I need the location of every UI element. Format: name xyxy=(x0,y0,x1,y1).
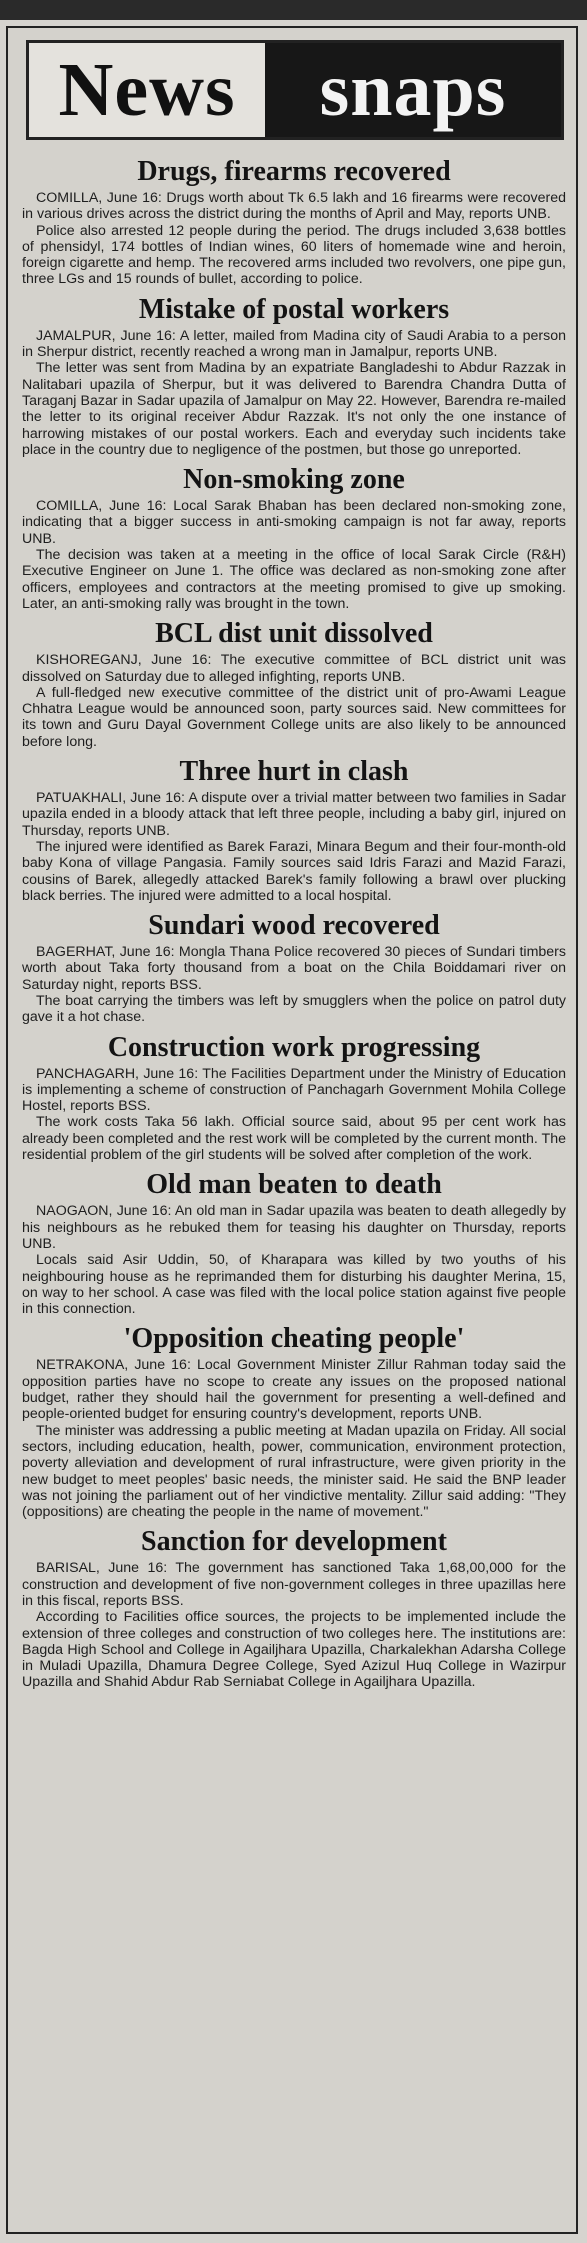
stories-list xyxy=(22,156,566,1697)
story-paragraph: BARISAL, June 16: The government has sanctioned Taka 1,68,00,000 for the construction and development of five non-government colleges in three upazillas here in this fiscal, reports BSS. xyxy=(22,1560,566,1609)
story-headline: Mistake of postal workers xyxy=(138,293,450,325)
story-paragraph: The injured were identified as Barek Farazi, Minara Begum and their four-month-old baby Kona of village Pangasia. Family sources said Idris Farazi and Mazid Farazi, cousins of Barek, allegedly attacked Barek's family following a brawl over plucking black berries. The injured were admitted to a local hospital. xyxy=(22,838,566,904)
top-rule xyxy=(0,0,587,20)
story-drugs-firearms xyxy=(22,156,566,288)
story-paragraph: NETRAKONA, June 16: Local Government Minister Zillur Rahman today said the opposition parties have no scope to create any issues on the proposed national budget, rather they should hail the government for presenting a well-defined and people-oriented budget for ensuring country's development, reports UNB. xyxy=(22,1357,566,1423)
story-postal-workers xyxy=(22,294,566,458)
story-paragraph: PATUAKHALI, June 16: A dispute over a trivial matter between two families in Sadar upazila ended in a bloody attack that left three people, including a baby girl, injured on Thursday, reports UNB. xyxy=(22,790,566,839)
story-headline: Drugs, firearms recovered xyxy=(137,156,451,187)
story-headline: Construction work progressing xyxy=(107,1031,481,1063)
story-paragraph: The boat carrying the timbers was left by smugglers when the police on patrol duty gave it a hot chase. xyxy=(22,992,566,1026)
masthead-word-news: News xyxy=(58,48,236,132)
story-paragraph: KISHOREGANJ, June 16: The executive committee of BCL district unit was dissolved on Saturday due to alleged infighting, reports UNB. xyxy=(22,652,566,685)
story-headline: Sanction for development xyxy=(141,1526,447,1558)
story-non-smoking xyxy=(22,464,566,612)
story-headline: BCL dist unit dissolved xyxy=(155,618,433,650)
masthead xyxy=(26,40,564,140)
story-paragraph: The letter was sent from Madina by an expatriate Bangladeshi to Abdur Razzak in Nalitabari upazila of Sherpur, but it was delivered to Barendra Chandra Dutta of Taraganj Bazar in Sadar upazila of Jamalpur on May 22. However, Barendra re-mailed the letter to its original receiver Abdur Razzak. It's not only the one instance of harrowing mistakes of our postal workers. Each and everyday such incidents take place in the country due to negligence of the postmen, but those go unreported. xyxy=(22,360,566,458)
story-sanction-development xyxy=(22,1526,566,1690)
story-headline: Three hurt in clash xyxy=(179,756,409,788)
story-paragraph: Locals said Asir Uddin, 50, of Kharapara was killed by two youths of his neighbouring house as he reprimanded them for disturbing his daughter Merina, 15, on way to her school. A case was filed with the local police station against five people in this connection. xyxy=(22,1252,566,1318)
story-sundari-wood xyxy=(22,910,566,1025)
story-paragraph: Police also arrested 12 people during the period. The drugs included 3,638 bottles of phensidyl, 174 bottles of Indian wines, 60 liters of homemade wine and heroin, foreign cigarette and hemp. The recovered arms included two revolvers, one pipe gun, three LGs and 15 rounds of bullet, according to police. xyxy=(22,222,566,288)
story-paragraph: COMILLA, June 16: Local Sarak Bhaban has been declared non-smoking zone, indicating that a bigger success in anti-smoking campaign is not far away, reports UNB. xyxy=(22,498,566,547)
story-paragraph: The work costs Taka 56 lakh. Official source said, about 95 per cent work has already been completed and the rest work will be completed by the current month. The residential problem of the girl students will be solved after completion of the work. xyxy=(22,1114,566,1164)
story-three-hurt xyxy=(22,756,566,904)
news-snaps-column xyxy=(6,26,578,2234)
story-paragraph: JAMALPUR, June 16: A letter, mailed from Madina city of Saudi Arabia to a person in Sherpur district, recently reached a wrong man in Jamalpur, reports UNB. xyxy=(22,327,566,361)
story-paragraph: A full-fledged new executive committee of the district unit of pro-Awami League Chhatra League would be announced soon, party sources said. New committees for its town and Guru Dayal Government College units are also likely to be announced before long. xyxy=(22,684,566,750)
story-headline: Old man beaten to death xyxy=(146,1169,442,1201)
story-paragraph: BAGERHAT, June 16: Mongla Thana Police recovered 30 pieces of Sundari timbers worth about Taka forty thousand from a boat on the Chila Boiddamari river on Saturday night, reports BSS. xyxy=(22,944,566,993)
story-paragraph: PANCHAGARH, June 16: The Facilities Department under the Ministry of Education is implementing a scheme of construction of Panchagarh Government Mohila College Hostel, reports BSS. xyxy=(22,1065,566,1115)
story-paragraph: NAOGAON, June 16: An old man in Sadar upazila was beaten to death allegedly by his neighbours as he rebuked them for teasing his daughter on Thursday, reports UNB. xyxy=(22,1203,566,1252)
story-headline: 'Opposition cheating people' xyxy=(123,1323,465,1355)
masthead-right xyxy=(265,43,561,137)
story-bcl-dissolved xyxy=(22,618,566,750)
story-paragraph: The decision was taken at a meeting in the office of local Sarak Circle (R&H) Executive Engineer on June 1. The office was declared as non-smoking zone after officers, employees and contractors at the meeting promised to give up smoking. Later, an anti-smoking rally was brought in the town. xyxy=(22,547,566,612)
story-opposition-cheating xyxy=(22,1323,566,1520)
story-paragraph: According to Facilities office sources, the projects to be implemented include the extension of three colleges and construction of two colleges here. The institutions are: Bagda High School and College in Agailjhara Upazilla, Charkalekhan Adarsha College in Muladi Upazilla, Dhamura Degree College, Syed Azizul Huq College in Wazirpur Upazilla and Shahid Abdur Rab Serniabat College in Agailjhara Upazilla. xyxy=(22,1609,566,1691)
masthead-left xyxy=(29,43,265,137)
story-old-man xyxy=(22,1169,566,1317)
story-headline: Non-smoking zone xyxy=(183,464,405,496)
story-paragraph: The minister was addressing a public meeting at Madan upazila on Friday. All social sectors, including education, health, power, communication, environment protection, poverty alleviation and development of rural infrastructure, were given priority in the new budget to meet peoples' basic needs, the minister said. He said the BNP leader was not joining the parliament out of her vindictive mentality. Zillur said adding: "They (oppositions) are cheating the people in the name of movement." xyxy=(22,1422,566,1521)
story-paragraph: COMILLA, June 16: Drugs worth about Tk 6.5 lakh and 16 firearms were recovered in various drives across the district during the months of April and May, reports UNB. xyxy=(22,190,566,223)
story-construction xyxy=(22,1032,566,1164)
masthead-word-snaps: snaps xyxy=(319,48,507,132)
story-headline: Sundari wood recovered xyxy=(148,910,440,942)
